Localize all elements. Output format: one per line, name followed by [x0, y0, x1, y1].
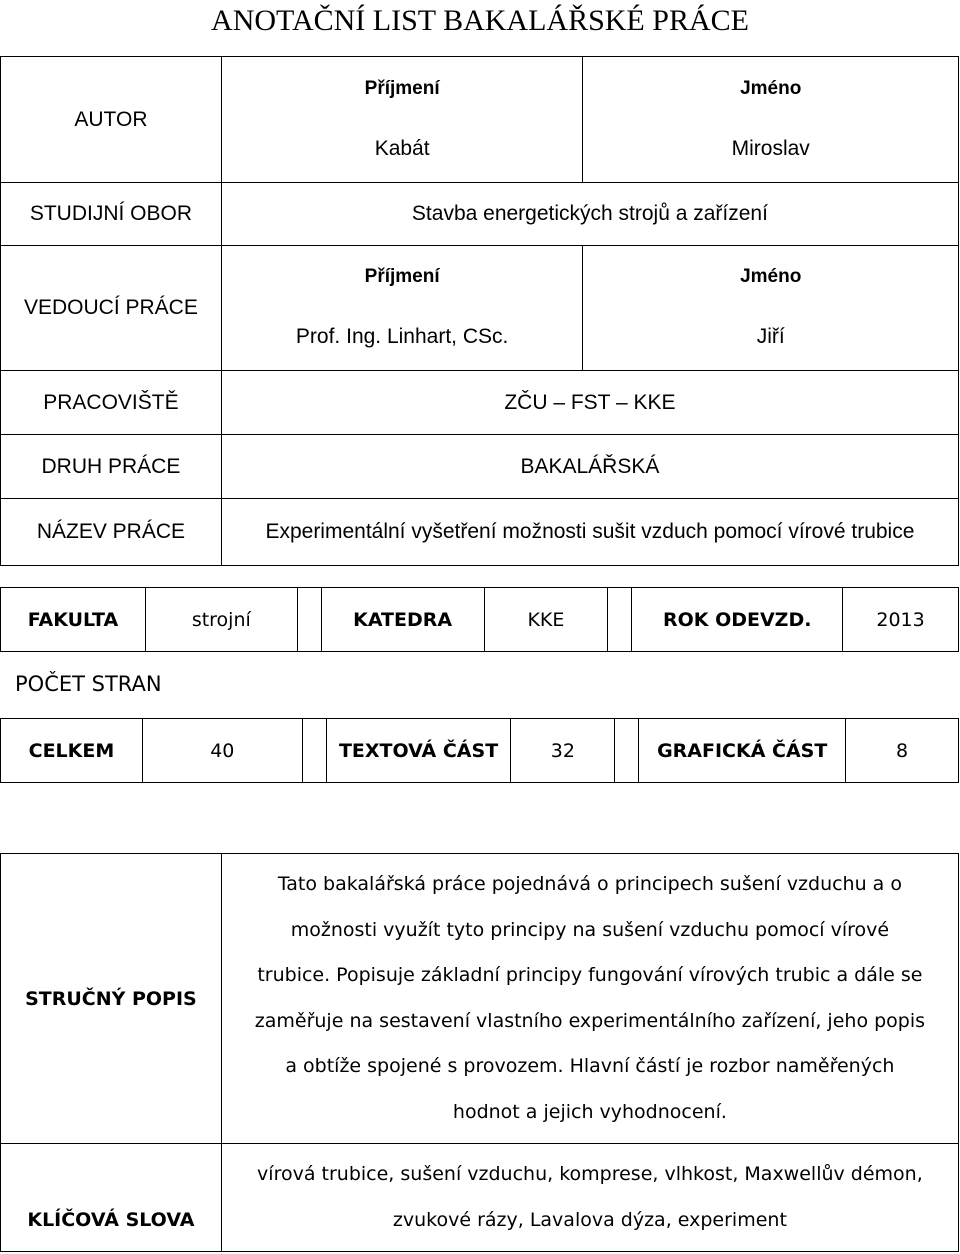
- author-label: AUTOR: [1, 57, 222, 183]
- author-name: Miroslav: [731, 136, 810, 160]
- pages-graphic-label: GRAFICKÁ ČÁST: [639, 719, 846, 783]
- author-surname-header: Příjmení: [364, 77, 440, 99]
- spacer-cell: [302, 719, 326, 783]
- work-type-row: [1, 435, 959, 499]
- summary-line: trubice. Popisuje základní principy fungování vírových trubic a dále se: [257, 964, 923, 986]
- supervisor-surname-cell: [221, 246, 583, 371]
- keywords-label: KLÍČOVÁ SLOVA: [1, 1144, 222, 1252]
- page-title: ANOTAČNÍ LIST BAKALÁŘSKÉ PRÁCE: [211, 4, 749, 37]
- supervisor-row: [1, 246, 959, 371]
- keywords-row: [1, 1144, 959, 1252]
- author-name-header: Jméno: [740, 77, 802, 99]
- supervisor-name-header: Jméno: [740, 266, 802, 287]
- year-value: 2013: [843, 588, 959, 652]
- spacer-cell: [608, 588, 632, 652]
- supervisor-name: Jiří: [756, 325, 785, 348]
- work-title-row: [1, 499, 959, 566]
- spacer-cell: [615, 719, 639, 783]
- summary-line: hodnot a jejich vyhodnocení.: [452, 1100, 727, 1123]
- work-title-value: Experimentální vyšetření možnosti sušit vzduch pomocí vírové trubice: [221, 499, 958, 566]
- spacer-cell: [297, 588, 321, 652]
- author-surname: Kabát: [374, 136, 430, 160]
- year-label: ROK ODEVZD.: [632, 588, 843, 652]
- summary-line: a obtíže spojené s provozem. Hlavní částí je rozbor naměřených: [285, 1055, 895, 1077]
- pages-total-value: 40: [142, 719, 302, 783]
- summary-text: [221, 854, 958, 1144]
- supervisor-name-cell: [583, 246, 959, 371]
- workplace-value: ZČU – FST – KKE: [221, 371, 958, 435]
- summary-row: [1, 854, 959, 1144]
- workplace-row: [1, 371, 959, 435]
- keywords-line: zvukové rázy, Lavalova dýza, experiment: [392, 1208, 787, 1231]
- pages-table: [0, 718, 959, 783]
- work-type-value: BAKALÁŘSKÁ: [221, 435, 958, 499]
- field-label: STUDIJNÍ OBOR: [1, 183, 222, 246]
- summary-line: Tato bakalářská práce pojednává o principech sušení vzduchu a o: [277, 873, 902, 895]
- work-title-label: NÁZEV PRÁCE: [1, 499, 222, 566]
- author-surname-cell: [221, 57, 583, 183]
- pages-text-value: 32: [511, 719, 615, 783]
- summary-table: [0, 853, 959, 1252]
- department-label: KATEDRA: [321, 588, 484, 652]
- supervisor-surname-header: Příjmení: [364, 266, 440, 287]
- department-value: KKE: [484, 588, 608, 652]
- summary-line: zaměřuje na sestavení vlastního experimentálního zařízení, jeho popis: [254, 1009, 926, 1032]
- author-name-cell: [583, 57, 959, 183]
- workplace-label: PRACOVIŠTĚ: [1, 371, 222, 435]
- info-table: [0, 56, 959, 566]
- keywords-line: vírová trubice, sušení vzduchu, komprese, vlhkost, Maxwellův démon,: [257, 1163, 923, 1185]
- field-value: Stavba energetických strojů a zařízení: [221, 183, 958, 246]
- faculty-label: FAKULTA: [1, 588, 146, 652]
- summary-line: možnosti využít tyto principy na sušení vzduchu pomocí vírové: [290, 918, 890, 941]
- supervisor-label: VEDOUCÍ PRÁCE: [1, 246, 222, 371]
- faculty-table: [0, 587, 959, 652]
- pages-text-label: TEXTOVÁ ČÁST: [326, 719, 511, 783]
- supervisor-surname: Prof. Ing. Linhart, CSc.: [295, 325, 509, 348]
- pages-graphic-value: 8: [846, 719, 959, 783]
- author-row: [1, 57, 959, 183]
- pages-heading: POČET STRAN: [15, 672, 162, 696]
- summary-label: STRUČNÝ POPIS: [1, 854, 222, 1144]
- pages-total-label: CELKEM: [1, 719, 143, 783]
- work-type-label: DRUH PRÁCE: [1, 435, 222, 499]
- faculty-value: strojní: [145, 588, 297, 652]
- keywords-text: [221, 1144, 958, 1252]
- field-row: [1, 183, 959, 246]
